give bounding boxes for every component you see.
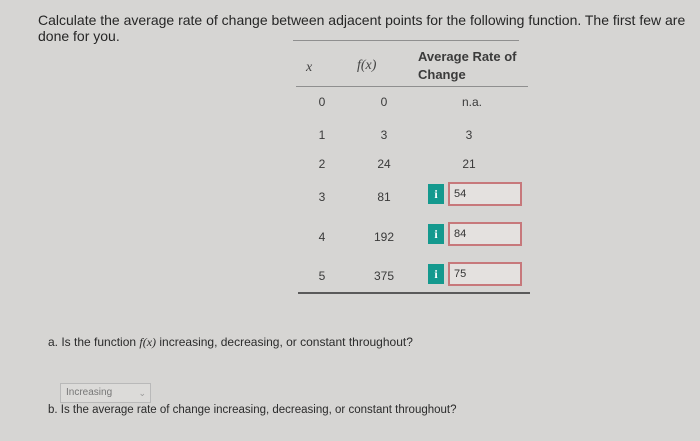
answer-input[interactable]: 84 (448, 222, 522, 246)
part-b-question: b. Is the average rate of change increasing, decreasing, or constant throughout? (48, 404, 457, 416)
answer-input[interactable]: 54 (448, 182, 522, 206)
info-icon[interactable]: i (428, 224, 444, 244)
info-icon[interactable]: i (428, 264, 444, 284)
fx-label: f(x) (357, 58, 377, 73)
part-a-prefix: a. Is the function (48, 335, 140, 349)
avg-header-line1: Average Rate of (418, 49, 517, 64)
header-rule (296, 86, 528, 87)
cell-x: 2 (318, 157, 326, 171)
cell-x: 4 (318, 230, 326, 244)
column-header-fx (357, 58, 376, 74)
cell-avg: 3 (465, 128, 473, 142)
table-top-rule (293, 40, 519, 41)
answer-input[interactable]: 75 (448, 262, 522, 286)
cell-x: 3 (318, 190, 326, 204)
question-text: Calculate the average rate of change between adjacent points for the following function. The first few are done for you. (38, 12, 686, 44)
cell-fx: 0 (380, 95, 388, 109)
chevron-down-icon: ⌄ (138, 388, 146, 398)
cell-x: 1 (318, 128, 326, 142)
part-a-fn: f(x) (139, 335, 157, 349)
cell-fx: 375 (373, 269, 395, 283)
cell-fx: 192 (373, 230, 395, 244)
cell-fx: 81 (377, 190, 391, 204)
part-a-answer-select[interactable] (60, 383, 151, 403)
avg-header-line2: Change (418, 67, 466, 82)
part-a-question (48, 335, 413, 350)
part-a-suffix: increasing, decreasing, or constant throughout? (156, 335, 413, 349)
info-icon[interactable]: i (428, 184, 444, 204)
cell-fx: 24 (377, 157, 391, 171)
column-header-average-rate (418, 48, 517, 84)
table-bottom-rule (298, 292, 530, 294)
cell-x: 5 (318, 269, 326, 283)
cell-x: 0 (318, 95, 326, 109)
select-value: Increasing (66, 387, 113, 398)
cell-avg: n.a. (461, 95, 482, 109)
column-header-x: x (306, 60, 313, 75)
cell-fx: 3 (380, 128, 388, 142)
cell-avg: 21 (462, 157, 476, 171)
